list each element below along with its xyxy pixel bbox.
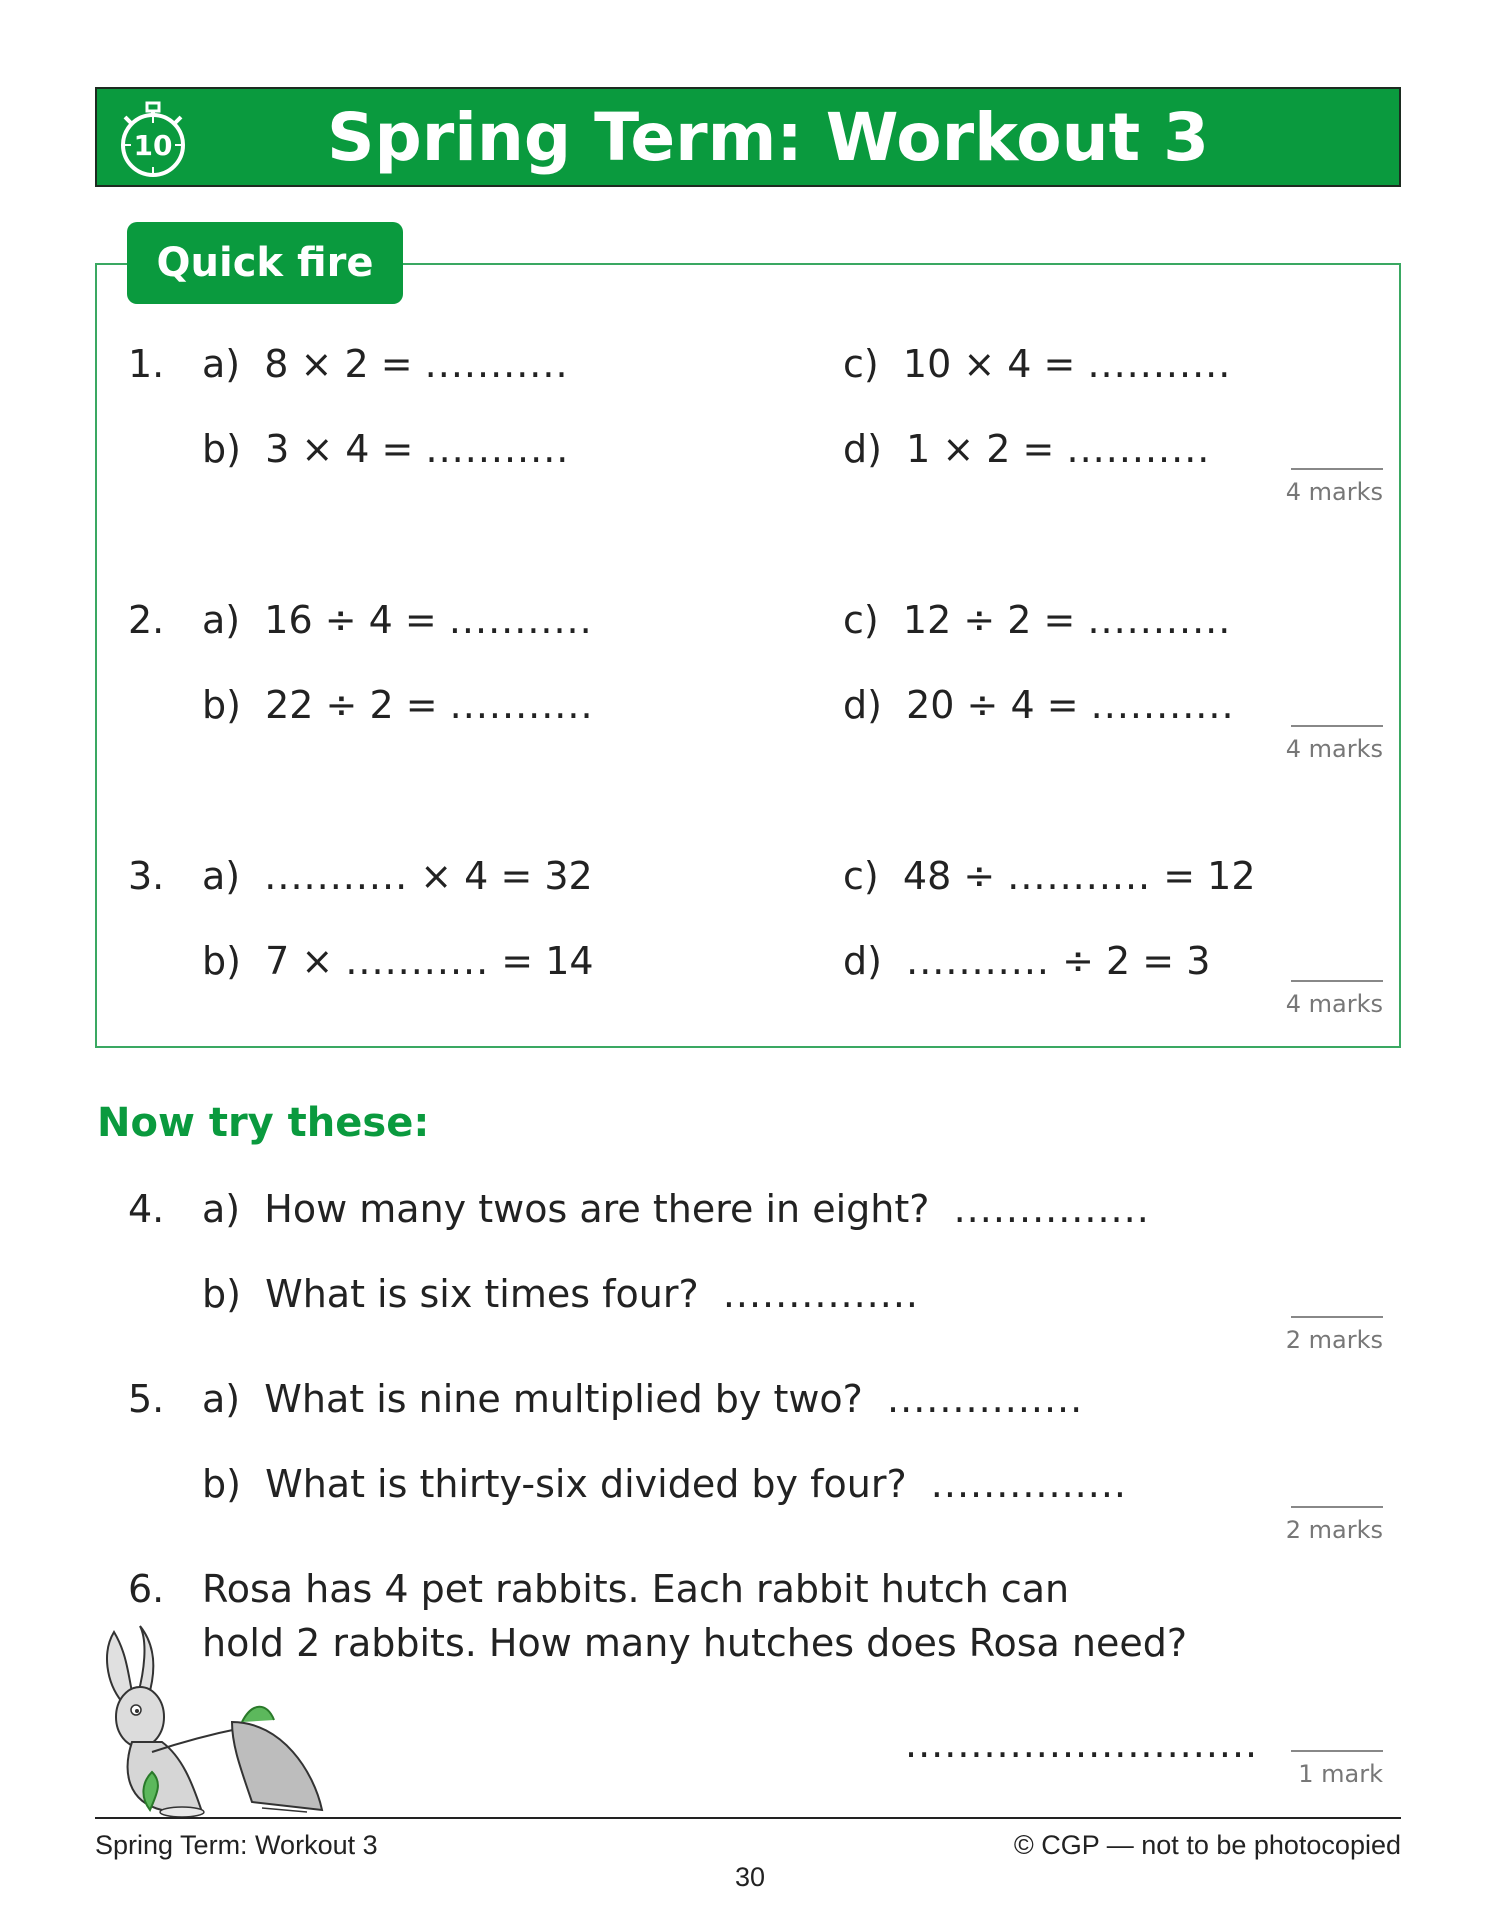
q2c <box>843 598 1232 642</box>
q6-marks-line <box>1291 1750 1383 1752</box>
q1a-expr: 8 × 2 = <box>264 342 413 386</box>
q1c-label: c) <box>843 342 879 386</box>
q2d <box>843 683 1235 727</box>
quick-fire-tab: Quick fire <box>127 222 403 304</box>
q1-number: 1. <box>128 342 165 386</box>
q1b-answer-line[interactable]: ........... <box>425 427 570 471</box>
title-banner <box>95 87 1401 187</box>
q3a-answer-line[interactable]: ........... <box>264 854 409 898</box>
q2-marks-line <box>1291 725 1383 727</box>
q3-marks: 4 marks <box>1285 990 1383 1018</box>
q3b-label: b) <box>202 939 241 983</box>
q3d-post: ÷ 2 = 3 <box>1062 939 1211 983</box>
q3a <box>202 854 593 898</box>
timer-minutes: 10 <box>133 129 173 162</box>
q3c-pre: 48 ÷ <box>902 854 996 898</box>
q6-line1: Rosa has 4 pet rabbits. Each rabbit hutch can <box>202 1567 1070 1611</box>
q1-marks-line <box>1291 468 1383 470</box>
q4a-answer-line[interactable]: ............... <box>953 1187 1150 1231</box>
footer-copyright: © CGP — not to be photocopied <box>1013 1830 1401 1860</box>
q6-answer-dots[interactable]: ........................... <box>905 1722 1259 1766</box>
q3-marks-line <box>1291 980 1383 982</box>
q1c <box>843 342 1232 386</box>
q4-number: 4. <box>128 1187 165 1231</box>
q6-marks: 1 mark <box>1298 1760 1383 1788</box>
q5-marks: 2 marks <box>1285 1516 1383 1544</box>
q4-marks: 2 marks <box>1285 1326 1383 1354</box>
q5a <box>202 1377 1084 1421</box>
q2a-label: a) <box>202 598 241 642</box>
q3b-pre: 7 × <box>265 939 334 983</box>
q4b-text: What is six times four? <box>265 1272 699 1316</box>
q6-number: 6. <box>128 1567 165 1611</box>
q3c <box>843 854 1256 898</box>
q5b-answer-line[interactable]: ............... <box>930 1462 1127 1506</box>
q2a-answer-line[interactable]: ........... <box>448 598 593 642</box>
q2a-expr: 16 ÷ 4 = <box>264 598 437 642</box>
q3a-post: × 4 = 32 <box>420 854 593 898</box>
q2d-expr: 20 ÷ 4 = <box>906 683 1079 727</box>
rabbit-carrot-illustration <box>92 1622 337 1817</box>
q1c-expr: 10 × 4 = <box>902 342 1076 386</box>
q3c-answer-line[interactable]: ........... <box>1007 854 1152 898</box>
q4a-text: How many twos are there in eight? <box>264 1187 930 1231</box>
q1a-answer-line[interactable]: ........... <box>424 342 569 386</box>
q2b <box>202 683 594 727</box>
q4a <box>202 1187 1150 1231</box>
q1-marks: 4 marks <box>1285 478 1383 506</box>
q3d-label: d) <box>843 939 882 983</box>
q2-marks: 4 marks <box>1285 735 1383 763</box>
q1b <box>202 427 570 471</box>
q2b-expr: 22 ÷ 2 = <box>265 683 438 727</box>
q1b-expr: 3 × 4 = <box>265 427 414 471</box>
q5b-text: What is thirty-six divided by four? <box>265 1462 907 1506</box>
page-title: Spring Term: Workout 3 <box>326 98 1210 176</box>
q3a-label: a) <box>202 854 241 898</box>
q3d <box>843 939 1211 983</box>
q1d-expr: 1 × 2 = <box>906 427 1055 471</box>
q3c-label: c) <box>843 854 879 898</box>
q3-number: 3. <box>128 854 165 898</box>
q5-number: 5. <box>128 1377 165 1421</box>
q3c-post: = 12 <box>1163 854 1256 898</box>
q1a-label: a) <box>202 342 241 386</box>
q2d-label: d) <box>843 683 882 727</box>
q2b-answer-line[interactable]: ........... <box>449 683 594 727</box>
q5b <box>202 1462 1127 1506</box>
footer-rule <box>95 1817 1401 1819</box>
q6-line2: hold 2 rabbits. How many hutches does Rosa need? <box>202 1621 1188 1665</box>
q2b-label: b) <box>202 683 241 727</box>
q4b-answer-line[interactable]: ............... <box>722 1272 919 1316</box>
q3b-post: = 14 <box>501 939 594 983</box>
q2c-label: c) <box>843 598 879 642</box>
q5a-label: a) <box>202 1377 241 1421</box>
q3d-answer-line[interactable]: ........... <box>906 939 1050 983</box>
q6-answer-line[interactable] <box>905 1722 1259 1766</box>
q1a <box>202 342 569 386</box>
now-try-heading: Now try these: <box>97 1100 430 1146</box>
q3b <box>202 939 594 983</box>
q1d <box>843 427 1211 471</box>
q5b-label: b) <box>202 1462 241 1506</box>
q2c-expr: 12 ÷ 2 = <box>902 598 1076 642</box>
footer-title: Spring Term: Workout 3 <box>95 1830 378 1860</box>
q1b-label: b) <box>202 427 241 471</box>
q1d-answer-line[interactable]: ........... <box>1066 427 1211 471</box>
q5a-answer-line[interactable]: ............... <box>887 1377 1084 1421</box>
q5a-text: What is nine multiplied by two? <box>264 1377 863 1421</box>
q1d-label: d) <box>843 427 882 471</box>
q5-marks-line <box>1291 1506 1383 1508</box>
q1c-answer-line[interactable]: ........... <box>1087 342 1232 386</box>
q2d-answer-line[interactable]: ........... <box>1090 683 1235 727</box>
q4b-label: b) <box>202 1272 241 1316</box>
q4b <box>202 1272 919 1316</box>
q4a-label: a) <box>202 1187 241 1231</box>
q2a <box>202 598 593 642</box>
q3b-answer-line[interactable]: ........... <box>345 939 490 983</box>
q2c-answer-line[interactable]: ........... <box>1087 598 1232 642</box>
page-number: 30 <box>734 1862 766 1892</box>
q4-marks-line <box>1291 1316 1383 1318</box>
q2-number: 2. <box>128 598 165 642</box>
